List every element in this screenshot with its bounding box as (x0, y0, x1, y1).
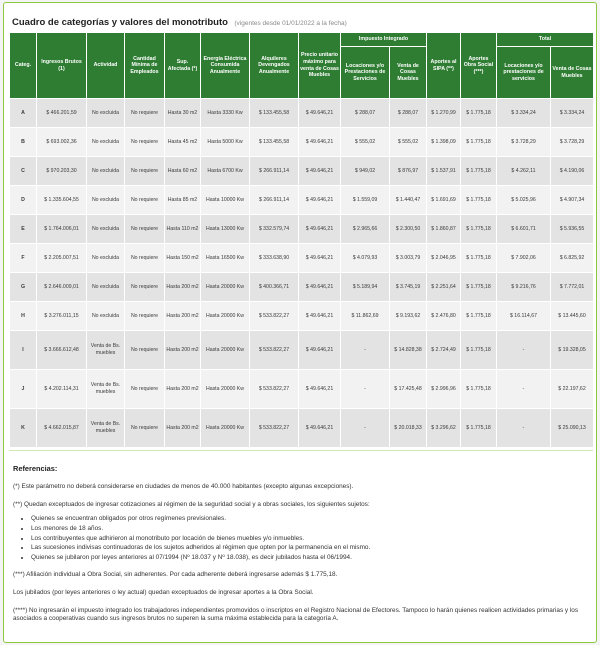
cell-energia: Hasta 13000 Kw (201, 215, 250, 244)
cell-sipa: $ 1.270,99 (427, 99, 461, 128)
cell-alquileres: $ 333.638,90 (250, 244, 299, 273)
cell-superficie: Hasta 200 m2 (165, 370, 201, 409)
cell-actividad: No excluida (87, 302, 125, 331)
cell-ingresos: $ 4.202.114,31 (37, 370, 87, 409)
cell-sipa: $ 2.724,49 (427, 331, 461, 370)
cell-impuesto-locaciones: $ 555,02 (341, 128, 390, 157)
cell-categ: C (10, 157, 37, 186)
cell-actividad: No excluida (87, 244, 125, 273)
cell-alquileres: $ 533.822,27 (250, 370, 299, 409)
col-header-sipa: Aportes al SIPA (**) (427, 33, 461, 99)
cell-ingresos: $ 693.002,36 (37, 128, 87, 157)
reference-note-2: (**) Quedan exceptuados de ingresar cotizaciones al régimen de la seguridad social y a obras sociales, los siguientes sujetos: (13, 500, 370, 508)
cell-categ: I (10, 331, 37, 370)
cell-alquileres: $ 533.822,27 (250, 331, 299, 370)
cell-empleados: No requiere (125, 186, 165, 215)
reference-note-5: (****) No ingresarán el impuesto integrado los trabajadores independientes promovidos o inscriptos en el Registro Nacional de Efectores. Tampoco lo harán quienes realicen actividades primarias y los asociados a cooperativas cuando sus ingresos brutos no superen la suma máxima establecida para la categoría A. (13, 606, 579, 623)
cell-actividad: Venta de Bs. muebles (87, 331, 125, 370)
cell-total-venta: $ 3.334,24 (551, 99, 594, 128)
cell-sipa: $ 1.398,09 (427, 128, 461, 157)
cell-impuesto-venta: $ 17.425,48 (390, 370, 427, 409)
list-item: • Quienes se encuentran obligados por otros regímenes previsionales. (31, 515, 593, 524)
cell-superficie: Hasta 110 m2 (165, 215, 201, 244)
cell-impuesto-locaciones: $ 288,07 (341, 99, 390, 128)
table-row (10, 99, 594, 128)
cell-obra-social: $ 1.775,18 (461, 244, 497, 273)
cell-actividad: No excluida (87, 186, 125, 215)
col-header-categ: Categ. (10, 33, 37, 99)
cell-superficie: Hasta 150 m2 (165, 244, 201, 273)
list-item: • Los menores de 18 años. (31, 525, 593, 534)
group-header-impuesto: Impuesto Integrado (341, 33, 427, 47)
cell-alquileres: $ 266.911,14 (250, 186, 299, 215)
col-header-total-locaciones: Locaciones y/o prestaciones de servicios (497, 47, 551, 99)
cell-empleados: No requiere (125, 409, 165, 448)
cell-empleados: No requiere (125, 99, 165, 128)
cell-impuesto-venta: $ 3.003,79 (390, 244, 427, 273)
cell-total-venta: $ 13.445,60 (551, 302, 594, 331)
cell-alquileres: $ 400.366,71 (250, 273, 299, 302)
cell-total-venta: $ 19.328,05 (551, 331, 594, 370)
cell-energia: Hasta 20000 Kw (201, 331, 250, 370)
table-row (10, 244, 594, 273)
cell-sipa: $ 1.860,87 (427, 215, 461, 244)
exception-list (31, 515, 593, 562)
cell-precio-unitario: $ 49.646,21 (299, 186, 341, 215)
table-row (10, 409, 594, 448)
references-heading: Referencias: (13, 464, 58, 473)
cell-empleados: No requiere (125, 331, 165, 370)
cell-impuesto-venta: $ 288,07 (390, 99, 427, 128)
cell-precio-unitario: $ 49.646,21 (299, 99, 341, 128)
cell-total-locaciones: $ 6.601,71 (497, 215, 551, 244)
cell-obra-social: $ 1.775,18 (461, 370, 497, 409)
cell-categ: H (10, 302, 37, 331)
section-divider (9, 450, 593, 451)
cell-categ: B (10, 128, 37, 157)
table-row (10, 331, 594, 370)
table-row (10, 186, 594, 215)
cell-empleados: No requiere (125, 273, 165, 302)
cell-energia: Hasta 16500 Kw (201, 244, 250, 273)
cell-sipa: $ 1.537,91 (427, 157, 461, 186)
cell-energia: Hasta 20000 Kw (201, 273, 250, 302)
cell-total-locaciones: $ 4.262,11 (497, 157, 551, 186)
cell-alquileres: $ 133.455,58 (250, 99, 299, 128)
cell-ingresos: $ 1.764.006,01 (37, 215, 87, 244)
cell-energia: Hasta 20000 Kw (201, 302, 250, 331)
col-header-obra-social: Aportes Obra Social (***) (461, 33, 497, 99)
cell-obra-social: $ 1.775,18 (461, 157, 497, 186)
title-row (12, 12, 592, 26)
cell-precio-unitario: $ 49.646,21 (299, 331, 341, 370)
col-header-empleados: Cantidad Mínima de Empleados (125, 33, 165, 99)
cell-empleados: No requiere (125, 157, 165, 186)
cell-total-locaciones: - (497, 331, 551, 370)
cell-impuesto-venta: $ 20.018,33 (390, 409, 427, 448)
cell-sipa: $ 2.476,80 (427, 302, 461, 331)
cell-total-venta: $ 22.197,62 (551, 370, 594, 409)
cell-total-locaciones: $ 7.902,06 (497, 244, 551, 273)
cell-impuesto-locaciones: $ 4.079,93 (341, 244, 390, 273)
cell-impuesto-venta: $ 876,97 (390, 157, 427, 186)
cell-categ: A (10, 99, 37, 128)
cell-empleados: No requiere (125, 215, 165, 244)
cell-ingresos: $ 3.276.011,15 (37, 302, 87, 331)
cell-superficie: Hasta 45 m2 (165, 128, 201, 157)
cell-categ: J (10, 370, 37, 409)
cell-energia: Hasta 20000 Kw (201, 370, 250, 409)
cell-alquileres: $ 332.579,74 (250, 215, 299, 244)
cell-total-locaciones: - (497, 409, 551, 448)
cell-total-venta: $ 5.936,55 (551, 215, 594, 244)
cell-alquileres: $ 133.455,58 (250, 128, 299, 157)
cell-precio-unitario: $ 49.646,21 (299, 244, 341, 273)
cell-categ: K (10, 409, 37, 448)
cell-empleados: No requiere (125, 244, 165, 273)
col-header-impuesto-venta: Venta de Cosas Muebles (390, 47, 427, 99)
reference-note-3: (***) Afiliación individual a Obra Social, sin adherentes. Por cada adherente deberá ingresarse además $ 1.775,18. (13, 571, 338, 579)
col-header-impuesto-locaciones: Locaciones y/o Prestaciones de Servicios (341, 47, 390, 99)
cell-energia: Hasta 5000 Kw (201, 128, 250, 157)
cell-alquileres: $ 266.911,14 (250, 157, 299, 186)
table-body (10, 99, 594, 448)
cell-actividad: Venta de Bs. muebles (87, 409, 125, 448)
cell-empleados: No requiere (125, 370, 165, 409)
cell-precio-unitario: $ 49.646,21 (299, 157, 341, 186)
cell-categ: D (10, 186, 37, 215)
cell-precio-unitario: $ 49.646,21 (299, 370, 341, 409)
cell-ingresos: $ 2.646.009,01 (37, 273, 87, 302)
cell-categ: E (10, 215, 37, 244)
cell-energia: Hasta 3330 Kw (201, 99, 250, 128)
cell-impuesto-venta: $ 2.300,50 (390, 215, 427, 244)
page-subtitle: (vigentes desde 01/01/2022 a la fecha) (234, 20, 347, 27)
reference-note-1: (*) Este parámetro no deberá considerarse en ciudades de menos de 40.000 habitantes (excepto algunas excepciones). (13, 482, 354, 490)
cell-energia: Hasta 6700 Kw (201, 157, 250, 186)
cell-total-venta: $ 4.907,34 (551, 186, 594, 215)
cell-ingresos: $ 1.335.604,55 (37, 186, 87, 215)
list-item: • Quienes se jubilaron por leyes anteriores al 07/1994 (Nº 18.037 y Nº 18.038), es decir jubilados hasta el 06/1994. (31, 554, 593, 563)
col-header-total-venta: Venta de Cosas Muebles (551, 47, 594, 99)
cell-impuesto-locaciones: - (341, 370, 390, 409)
cell-sipa: $ 1.691,69 (427, 186, 461, 215)
cell-superficie: Hasta 30 m2 (165, 99, 201, 128)
list-item: • Los contribuyentes que adhirieron al monotributo por locación de bienes muebles y/o inmuebles. (31, 535, 593, 544)
cell-impuesto-venta: $ 1.440,47 (390, 186, 427, 215)
cell-empleados: No requiere (125, 128, 165, 157)
cell-total-venta: $ 7.772,01 (551, 273, 594, 302)
monotributo-card (3, 2, 597, 643)
cell-obra-social: $ 1.775,18 (461, 302, 497, 331)
group-header-total: Total (497, 33, 594, 47)
list-item: • Las sucesiones indivisas continuadoras de los sujetos adheridos al régimen que opten por la permanencia en el mismo. (31, 544, 593, 553)
cell-sipa: $ 2.251,64 (427, 273, 461, 302)
cell-categ: G (10, 273, 37, 302)
cell-obra-social: $ 1.775,18 (461, 409, 497, 448)
table-row (10, 215, 594, 244)
cell-total-venta: $ 3.728,29 (551, 128, 594, 157)
cell-ingresos: $ 466.201,59 (37, 99, 87, 128)
table-row (10, 302, 594, 331)
cell-energia: Hasta 10000 Kw (201, 186, 250, 215)
cell-impuesto-venta: $ 555,02 (390, 128, 427, 157)
cell-ingresos: $ 3.666.612,48 (37, 331, 87, 370)
cell-precio-unitario: $ 49.646,21 (299, 302, 341, 331)
cell-impuesto-venta: $ 3.745,19 (390, 273, 427, 302)
table-row (10, 128, 594, 157)
cell-actividad: Venta de Bs. muebles (87, 370, 125, 409)
cell-ingresos: $ 4.662.015,87 (37, 409, 87, 448)
col-header-actividad: Actividad (87, 33, 125, 99)
table-row (10, 157, 594, 186)
cell-precio-unitario: $ 49.646,21 (299, 273, 341, 302)
cell-actividad: No excluida (87, 99, 125, 128)
cell-precio-unitario: $ 49.646,21 (299, 215, 341, 244)
table-row (10, 370, 594, 409)
table-row (10, 273, 594, 302)
col-header-ingresos: Ingresos Brutos (1) (37, 33, 87, 99)
cell-obra-social: $ 1.775,18 (461, 99, 497, 128)
cell-obra-social: $ 1.775,18 (461, 331, 497, 370)
cell-superficie: Hasta 200 m2 (165, 409, 201, 448)
cell-empleados: No requiere (125, 302, 165, 331)
cell-categ: F (10, 244, 37, 273)
cell-alquileres: $ 533.822,27 (250, 409, 299, 448)
cell-total-venta: $ 4.190,06 (551, 157, 594, 186)
cell-impuesto-venta: $ 14.828,38 (390, 331, 427, 370)
cell-superficie: Hasta 85 m2 (165, 186, 201, 215)
col-header-alquileres: Alquileres Devengados Anualmente (250, 33, 299, 99)
cell-obra-social: $ 1.775,18 (461, 128, 497, 157)
categories-table (9, 32, 594, 448)
cell-total-locaciones: $ 3.728,29 (497, 128, 551, 157)
references-section (13, 464, 593, 633)
cell-superficie: Hasta 200 m2 (165, 331, 201, 370)
col-header-precio-unitario: Precio unitario máximo para venta de Cosas Muebles (299, 33, 341, 99)
page-title: Cuadro de categorías y valores del monotributo (12, 17, 228, 28)
cell-impuesto-locaciones: $ 5.189,94 (341, 273, 390, 302)
cell-actividad: No excluida (87, 128, 125, 157)
cell-impuesto-locaciones: $ 2.965,66 (341, 215, 390, 244)
cell-superficie: Hasta 200 m2 (165, 273, 201, 302)
cell-precio-unitario: $ 49.646,21 (299, 409, 341, 448)
cell-impuesto-locaciones: - (341, 331, 390, 370)
cell-ingresos: $ 2.205.007,51 (37, 244, 87, 273)
cell-total-locaciones: $ 3.334,24 (497, 99, 551, 128)
cell-impuesto-locaciones: - (341, 409, 390, 448)
cell-total-venta: $ 6.825,92 (551, 244, 594, 273)
cell-impuesto-locaciones: $ 1.559,09 (341, 186, 390, 215)
cell-actividad: No excluida (87, 215, 125, 244)
cell-ingresos: $ 970.203,30 (37, 157, 87, 186)
cell-energia: Hasta 20000 Kw (201, 409, 250, 448)
cell-sipa: $ 2.046,95 (427, 244, 461, 273)
cell-sipa: $ 3.296,62 (427, 409, 461, 448)
cell-actividad: No excluida (87, 157, 125, 186)
cell-superficie: Hasta 60 m2 (165, 157, 201, 186)
cell-precio-unitario: $ 49.646,21 (299, 128, 341, 157)
reference-note-4: Los jubilados (por leyes anteriores o ley actual) quedan exceptuados de ingresar aportes a la Obra Social. (13, 589, 314, 597)
cell-total-locaciones: $ 16.114,67 (497, 302, 551, 331)
cell-impuesto-locaciones: $ 949,02 (341, 157, 390, 186)
cell-impuesto-locaciones: $ 11.862,69 (341, 302, 390, 331)
cell-superficie: Hasta 200 m2 (165, 302, 201, 331)
cell-total-locaciones: $ 9.216,76 (497, 273, 551, 302)
cell-actividad: No excluida (87, 273, 125, 302)
cell-obra-social: $ 1.775,18 (461, 186, 497, 215)
cell-sipa: $ 2.996,96 (427, 370, 461, 409)
cell-total-locaciones: $ 5.025,96 (497, 186, 551, 215)
cell-total-venta: $ 25.090,13 (551, 409, 594, 448)
cell-alquileres: $ 533.822,27 (250, 302, 299, 331)
cell-obra-social: $ 1.775,18 (461, 215, 497, 244)
cell-obra-social: $ 1.775,18 (461, 273, 497, 302)
col-header-superficie: Sup. Afectada (*) (165, 33, 201, 99)
cell-impuesto-venta: $ 9.193,62 (390, 302, 427, 331)
categories-table-wrapper (9, 32, 593, 448)
col-header-energia: Energía Eléctrica Consumida Anualmente (201, 33, 250, 99)
cell-total-locaciones: - (497, 370, 551, 409)
